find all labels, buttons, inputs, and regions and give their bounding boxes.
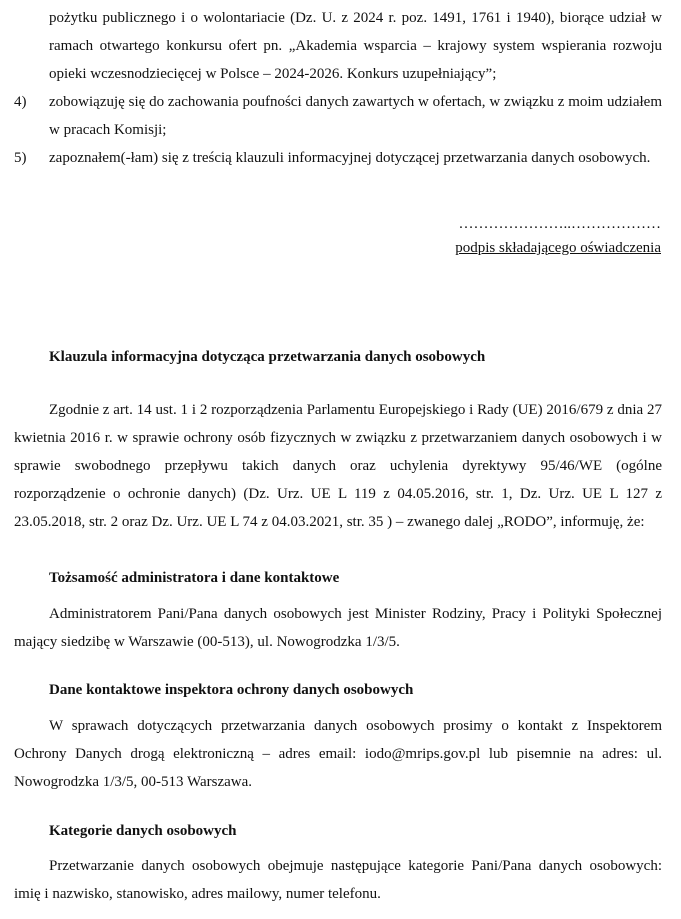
section-heading-inspector: Dane kontaktowe inspektora ochrony danych osobowych [49, 682, 414, 698]
clause-title: Klauzula informacyjna dotycząca przetwarzania danych osobowych [49, 349, 486, 365]
signature-line: …………………..……………… [458, 216, 661, 232]
list-number: 5) [14, 150, 27, 166]
section-body-inspector: W sprawach dotyczących przetwarzania danych osobowych prosimy o kontakt z Inspektorem Ochrony Danych drogą elektroniczną – adres email: iodo@mrips.gov.pl lub pisemnie na adres: ul. Nowogrodzka 1/3/5, 00-513 Warszawa. [14, 718, 662, 790]
clause-intro: Zgodnie z art. 14 ust. 1 i 2 rozporządzenia Parlamentu Europejskiego i Rady (UE) 2016/679 z dnia 27 kwietnia 2016 r. w sprawie ochrony osób fizycznych w związku z przetwarzaniem danych osobowych i w sprawie swobodnego przepływu takich danych oraz uchylenia dyrektywy 95/46/WE (ogólne rozporządzenie o ochronie danych) (Dz. Urz. UE L 119 z 04.05.2016, str. 1, Dz. Urz. UE L 127 z 23.05.2018, str. 2 oraz Dz. Urz. UE L 74 z 04.03.2021, str. 35 ) – zwanego dalej „RODO”, informuję, że: [14, 402, 662, 530]
list-text: zapoznałem(-łam) się z treścią klauzuli informacyjnej dotyczącej przetwarzania danych osobowych. [49, 150, 651, 166]
list-text: zobowiązuję się do zachowania poufności danych zawartych w ofertach, w związku z moim udziałem w pracach Komisji; [49, 94, 662, 138]
intro-continuation: pożytku publicznego i o wolontariacie (Dz. U. z 2024 r. poz. 1491, 1761 i 1940), biorące udział w ramach otwartego konkursu ofert pn. „Akademia wsparcia – krajowy system wspierania rozwoju opieki wczesnodziecięcej w Polsce – 2024-2026. Konkurs uzupełniający”; [49, 10, 662, 82]
section-body-administrator: Administratorem Pani/Pana danych osobowych jest Minister Rodziny, Pracy i Polityki Społecznej mający siedzibę w Warszawie (00-513), ul. Nowogrodzka 1/3/5. [14, 606, 662, 650]
section-heading-categories: Kategorie danych osobowych [49, 823, 237, 839]
list-number: 4) [14, 94, 27, 110]
section-body-categories: Przetwarzanie danych osobowych obejmuje następujące kategorie Pani/Pana danych osobowych: imię i nazwisko, stanowisko, adres mailowy, numer telefonu. [14, 858, 662, 902]
signature-label: podpis składającego oświadczenia [455, 240, 661, 256]
section-heading-administrator: Tożsamość administratora i dane kontaktowe [49, 570, 340, 586]
